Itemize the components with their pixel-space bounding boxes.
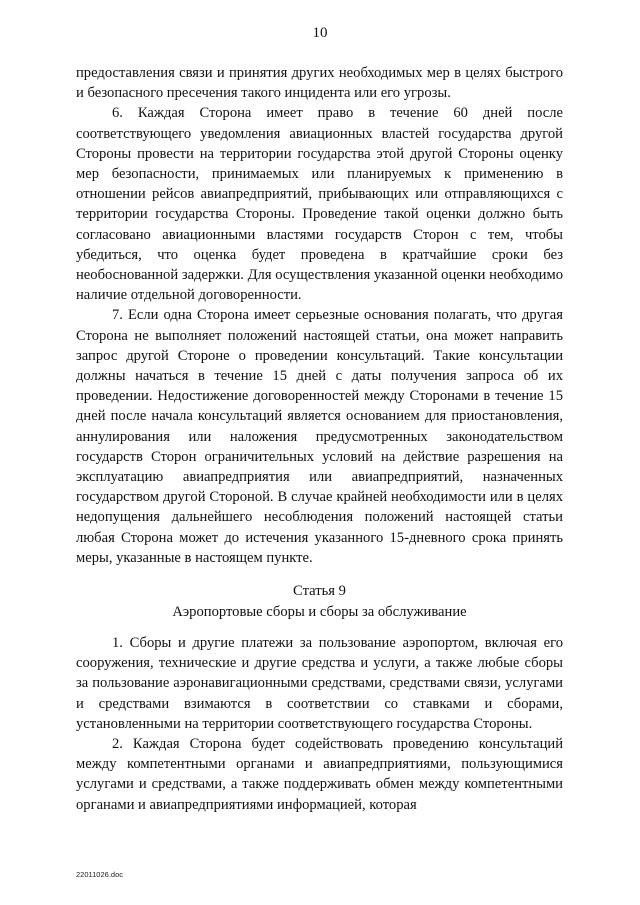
footer-filename: 22011026.doc: [76, 870, 123, 879]
paragraph-item-6: 6. Каждая Сторона имеет право в течение 60 дней после соответствующего уведомления авиационных властей государства другой Стороны провести на территории государства этой другой Стороны оценку мер безопасности, принимаемых или планируемых к применению в отношении рейсов авиапредприятий, прибывающих или отправляющихся с территории государства Стороны. Проведение такой оценки должно быть согласовано авиационными властями государств Сторон с тем, чтобы убедиться, что оценка будет проведена в кратчайшие сроки без необоснованной задержки. Для осуществления указанной оценки необходимо наличие отдельной договоренности.: [76, 105, 563, 304]
article-heading: [76, 581, 563, 623]
body-text-lower: [76, 633, 563, 815]
body-text-upper: [76, 63, 563, 568]
paragraph-article9-item-1: 1. Сборы и другие платежи за пользование аэропортом, включая его сооружения, технические и другие средства и услуги, а также любые сборы за пользование аэронавигационными средствами, средствами связи, услугами и средствами взимаются в соответствии со ставками и сборами, установленными на территории соответствующего государства Стороны.: [76, 635, 563, 732]
page-number: 10: [312, 25, 328, 41]
paragraph-article9-item-2: 2. Каждая Сторона будет содействовать проведению консультаций между компетентными органами и авиапредприятиями, пользующимися услугами и средствами, а также поддерживать обмен между компетентными органами и авиапредприятиями информацией, которая: [76, 736, 563, 813]
paragraph-continuation: предоставления связи и принятия других необходимых мер в целях быстрого и безопасного пресечения такого инцидента или его угрозы.: [76, 65, 563, 102]
article-title: Аэропортовые сборы и сборы за обслуживание: [172, 604, 467, 620]
paragraph-item-7: 7. Если одна Сторона имеет серьезные основания полагать, что другая Сторона не выполняет положений настоящей статьи, она может направить запрос другой Стороне о проведении консультаций. Такие консультации должны начаться в течение 15 дней с даты получения запроса об их проведении. Недостижение договоренностей между Сторонами в течение 15 дней после начала консультаций является основанием для приостановления, аннулирования или наложения предусмотренных законодательством государств Сторон ограничительных условий на действие разрешения на эксплуатацию авиапредприятия или авиапредприятий, назначенных государством другой Стороной. В случае крайней необходимости или в целях недопущения дальнейшего несоблюдения положений настоящей статьи любая Сторона может до истечения указанного 15-дневного срока принять меры, указанные в настоящем пункте.: [76, 307, 563, 566]
article-number: Статья 9: [293, 583, 346, 599]
